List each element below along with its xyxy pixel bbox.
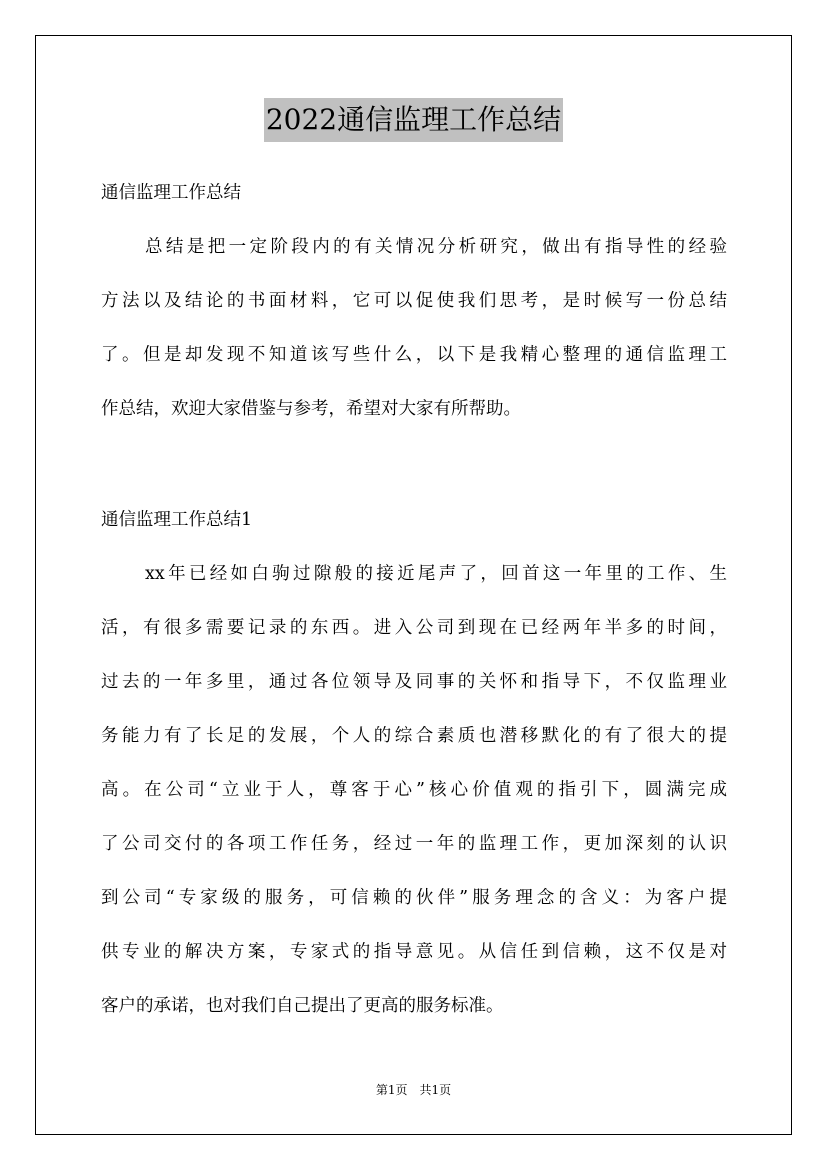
paragraph-line: 高。在公司“立业于人，尊客于心”核心价值观的指引下，圆满完成 [101,780,727,800]
paragraph-line: 到公司“专家级的服务，可信赖的伙伴”服务理念的含义：为客户提 [101,888,727,908]
paragraph-line: 活，有很多需要记录的东西。进入公司到现在已经两年半多的时间， [101,618,727,638]
paragraph-line: 方法以及结论的书面材料，它可以促使我们思考，是时候写一份总结 [101,291,727,311]
section1-paragraph [101,547,727,1033]
title-container [0,98,827,142]
paragraph-line: 总结是把一定阶段内的有关情况分析研究，做出有指导性的经验 [145,237,727,257]
page-number-footer: 第1页 共1页 [375,1083,452,1097]
intro-paragraph [101,220,727,436]
paragraph-line: 了公司交付的各项工作任务，经过一年的监理工作，更加深刻的认识 [101,834,727,854]
paragraph-line: 供专业的解决方案，专家式的指导意见。从信任到信赖，这不仅是对 [101,942,727,962]
section1-heading: 通信监理工作总结1 [101,510,253,530]
paragraph-line: xx年已经如白驹过隙般的接近尾声了，回首这一年里的工作、生 [145,564,727,584]
paragraph-line: 作总结，欢迎大家借鉴与参考，希望对大家有所帮助。 [101,399,521,419]
paragraph-line: 了。但是却发现不知道该写些什么，以下是我精心整理的通信监理工 [101,345,727,365]
intro-heading: 通信监理工作总结 [101,183,241,203]
document-title: 2022通信监理工作总结 [264,98,563,142]
paragraph-line: 过去的一年多里，通过各位领导及同事的关怀和指导下，不仅监理业 [101,672,727,692]
paragraph-line: 客户的承诺，也对我们自己提出了更高的服务标准。 [101,996,504,1016]
paragraph-line: 务能力有了长足的发展，个人的综合素质也潜移默化的有了很大的提 [101,726,727,746]
